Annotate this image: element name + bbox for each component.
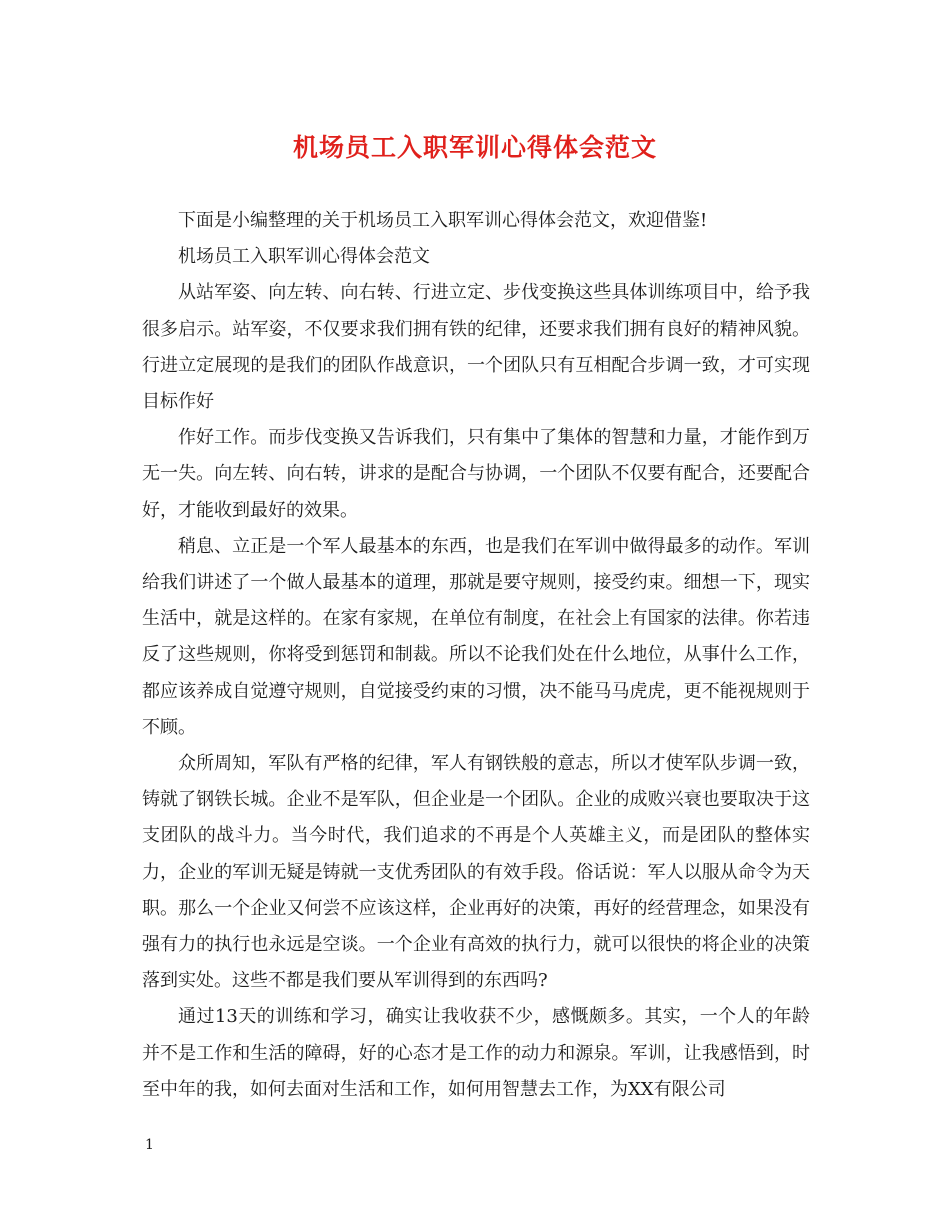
paragraph: 稍息、立正是一个军人最基本的东西，也是我们在军训中做得最多的动作。军训给我们讲述了一个做人最基本的道理，那就是要守规则，接受约束。细想一下，现实生活中，就是这样的。在家有家规，在单位有制度，在社会上有国家的法律。你若违反了这些规则，你将受到惩罚和制裁。所以不论我们处在什么地位，从事什么工作，都应该养成自觉遵守规则，自觉接受约束的习惯，决不能马马虎虎，更不能视规则于不顾。	[142, 535, 810, 738]
paragraph-subtitle: 机场员工入职军训心得体会范文	[178, 246, 430, 268]
paragraph-intro: 下面是小编整理的关于机场员工入职军训心得体会范文，欢迎借鉴!	[178, 210, 708, 231]
paragraph: 众所周知，军队有严格的纪律，军人有钢铁般的意志，所以才使军队步调一致，铸就了钢铁长城。企业不是军队，但企业是一个团队。企业的成败兴衰也要取决于这支团队的战斗力。当今时代，我们追求的不再是个人英雄主义，而是团队的整体实力，企业的军训无疑是铸就一支优秀团队的有效手段。俗话说：军人以服从命令为天职。那么一个企业又何尝不应该这样，企业再好的决策，再好的经营理念，如果没有强有力的执行也永远是空谈。一个企业有高效的执行力，就可以很快的将企业的决策落到实处。这些不都是我们要从军训得到的东西吗?	[142, 753, 810, 992]
page-number: 1	[145, 1137, 154, 1153]
document-title: 机场员工入职军训心得体会范文	[292, 133, 657, 162]
paragraph: 从站军姿、向左转、向右转、行进立定、步伐变换这些具体训练项目中，给予我很多启示。站军姿，不仅要求我们拥有铁的纪律，还要求我们拥有良好的精神风貌。行进立定展现的是我们的团队作战意识，一个团队只有互相配合步调一致，才可实现目标作好	[142, 282, 810, 413]
paragraph: 作好工作。而步伐变换又告诉我们，只有集中了集体的智慧和力量，才能作到万无一失。向左转、向右转，讲求的是配合与协调，一个团队不仅要有配合，还要配合好，才能收到最好的效果。	[142, 427, 810, 521]
document-body	[142, 203, 810, 1108]
paragraph: 通过13天的训练和学习，确实让我收获不少，感慨颇多。其实，一个人的年龄并不是工作和生活的障碍，好的心态才是工作的动力和源泉。军训，让我感悟到，时至中年的我，如何去面对生活和工作，如何用智慧去工作，为XX有限公司	[142, 1006, 810, 1100]
